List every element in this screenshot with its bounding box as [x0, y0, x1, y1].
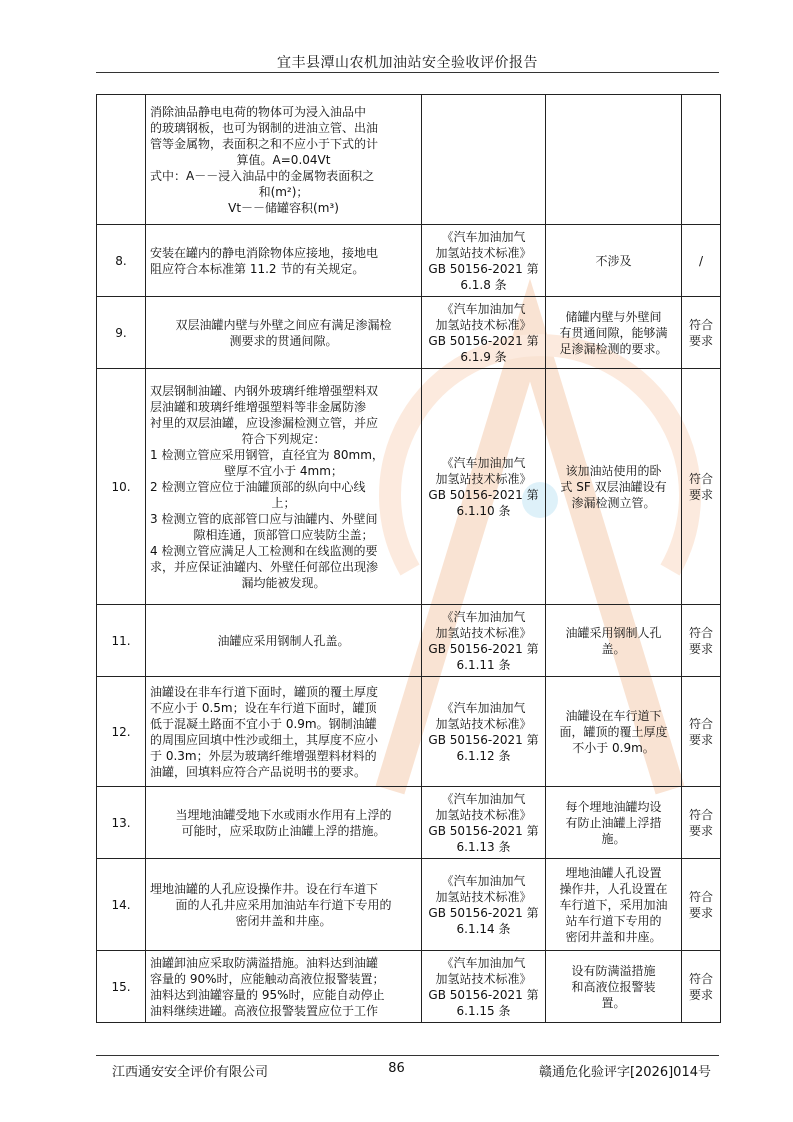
finding-cell	[546, 787, 682, 859]
basis-cell-line: 6.1.10 条	[456, 503, 511, 518]
requirement-line: 油料继续进罐。高液位报警装置应位于工作	[150, 1003, 379, 1018]
requirement-line: 2 检测立管应位于油罐顶部的纵向中心线	[150, 479, 366, 494]
finding-cell-line: 油罐采用钢制人孔	[565, 625, 662, 640]
finding-cell	[546, 369, 682, 605]
result-cell-line: 符合	[688, 807, 713, 822]
requirement-cell	[146, 859, 422, 951]
item-number: 9.	[97, 297, 146, 369]
requirement-cell	[146, 605, 422, 677]
finding-cell-line: 施。	[601, 831, 626, 846]
requirement-line: Vt－－储罐容积(m³)	[228, 200, 339, 215]
requirement-cell	[146, 951, 422, 1023]
requirement-line: 可能时，应采取防止油罐上浮的措施。	[181, 823, 386, 838]
table-row	[97, 225, 721, 297]
requirement-line: 测要求的贯通间隙。	[229, 333, 338, 348]
requirement-line: 安装在罐内的静电消除物体应接地，接地电	[150, 245, 379, 260]
requirement-line: 于 0.3m；外层为玻璃纤维增强塑料材料的	[150, 748, 377, 763]
basis-cell-line: GB 50156-2021 第	[428, 641, 539, 656]
finding-cell-line: 储罐内壁与外壁间	[565, 309, 662, 324]
result-cell-line: 符合	[688, 625, 713, 640]
result-cell-line: 要求	[688, 823, 713, 838]
basis-cell-line: 6.1.15 条	[456, 1003, 511, 1018]
basis-cell-line: 6.1.9 条	[460, 349, 507, 364]
table-row	[97, 787, 721, 859]
finding-cell-line: 埋地油罐人孔设置	[565, 865, 662, 880]
requirement-line: 双层钢制油罐、内钢外玻璃纤维增强塑料双	[150, 383, 379, 398]
basis-cell-line: 《汽车加油加气	[441, 229, 526, 244]
result-cell-line: 要求	[688, 487, 713, 502]
finding-cell	[546, 951, 682, 1023]
result-cell	[682, 225, 721, 297]
basis-cell	[422, 95, 546, 225]
basis-cell-line: 加氢站技术标准》	[435, 807, 532, 822]
result-cell-line: 符合	[688, 889, 713, 904]
basis-cell-line: 加氢站技术标准》	[435, 317, 532, 332]
requirement-line: 不应小于 0.5m；设在车行道下面时，罐顶	[150, 700, 377, 715]
requirement-line: 低于混凝土路面不宜小于 0.9m。钢制油罐	[150, 716, 377, 731]
basis-cell-line: 6.1.14 条	[456, 921, 511, 936]
finding-cell-line: 该加油站使用的卧	[565, 463, 662, 478]
basis-cell-line: 《汽车加油加气	[441, 455, 526, 470]
item-number	[97, 95, 146, 225]
result-cell	[682, 951, 721, 1023]
requirement-line: 油罐卸油应采取防满溢措施。油料达到油罐	[150, 955, 379, 970]
requirement-line: 双层油罐内壁与外壁之间应有满足渗漏检	[175, 317, 392, 332]
finding-cell	[546, 605, 682, 677]
basis-cell	[422, 225, 546, 297]
item-number: 10.	[97, 369, 146, 605]
finding-cell-line: 每个埋地油罐均设	[565, 799, 662, 814]
table-body	[97, 95, 721, 1023]
basis-cell-line: 《汽车加油加气	[441, 609, 526, 624]
requirement-line: 和(m²)；	[258, 184, 309, 199]
requirement-line: 式中：A－－浸入油品中的金属物表面积之	[150, 168, 375, 183]
finding-cell-line: 操作井，人孔设置在	[559, 881, 668, 896]
finding-cell	[546, 859, 682, 951]
result-cell-line: 要求	[688, 641, 713, 656]
result-cell	[682, 859, 721, 951]
requirement-line: 油料达到油罐容量的 95%时，应能自动停止	[150, 987, 385, 1002]
requirement-cell	[146, 297, 422, 369]
requirement-line: 容量的 90%时，应能触动高液位报警装置；	[150, 971, 385, 986]
requirement-line: 4 检测立管应满足人工检测和在线监测的要	[150, 543, 378, 558]
finding-cell	[546, 677, 682, 787]
footer-company: 江西通安安全评价有限公司	[112, 1065, 269, 1080]
finding-cell	[546, 225, 682, 297]
table-row	[97, 369, 721, 605]
requirement-line: 壁厚不宜小于 4mm；	[224, 463, 343, 478]
requirement-line: 阻应符合本标准第 11.2 节的有关规定。	[150, 261, 365, 276]
finding-cell-line: 和高液位报警装	[571, 979, 656, 994]
basis-cell-line: 6.1.12 条	[456, 748, 511, 763]
basis-cell-line: 6.1.8 条	[460, 277, 507, 292]
basis-cell-line: 加氢站技术标准》	[435, 971, 532, 986]
result-cell-line: 符合	[688, 971, 713, 986]
footer-rule	[96, 1055, 719, 1056]
finding-cell-line: 式 SF 双层油罐设有	[560, 479, 667, 494]
table-row	[97, 859, 721, 951]
finding-cell-line: 渗漏检测立管。	[571, 495, 656, 510]
result-cell	[682, 95, 721, 225]
header-rule	[96, 72, 719, 73]
basis-cell-line: GB 50156-2021 第	[428, 823, 539, 838]
result-cell-line: 要求	[688, 732, 713, 747]
item-number: 13.	[97, 787, 146, 859]
requirement-cell	[146, 95, 422, 225]
basis-cell-line: 6.1.13 条	[456, 839, 511, 854]
item-number: 8.	[97, 225, 146, 297]
finding-cell-line: 不涉及	[595, 253, 632, 268]
finding-cell-line: 置。	[601, 995, 626, 1010]
requirement-line: 油罐，回填料应符合产品说明书的要求。	[150, 764, 367, 779]
requirement-line: 漏均能被发现。	[241, 575, 326, 590]
requirement-line: 求，并应保证油罐内、外壁任何部位出现渗	[150, 559, 379, 574]
result-cell	[682, 297, 721, 369]
table-row	[97, 951, 721, 1023]
footer-doc-number: 赣通危化验评字[2026]014号	[538, 1065, 711, 1080]
basis-cell	[422, 951, 546, 1023]
requirement-cell	[146, 677, 422, 787]
table-row	[97, 297, 721, 369]
requirement-line: 符合下列规定：	[241, 431, 326, 446]
requirement-line: 的周围应回填中性沙或细土，其厚度不应小	[150, 732, 379, 747]
result-cell	[682, 369, 721, 605]
basis-cell-line: 加氢站技术标准》	[435, 245, 532, 260]
finding-cell-line: 密闭井盖和井座。	[565, 929, 662, 944]
result-cell	[682, 677, 721, 787]
item-number: 12.	[97, 677, 146, 787]
result-cell-line: 符合	[688, 471, 713, 486]
table-row	[97, 605, 721, 677]
finding-cell-line: 有防止油罐上浮措	[565, 815, 662, 830]
requirement-line: 消除油品静电电荷的物体可为浸入油品中	[150, 104, 367, 119]
finding-cell-line: 足渗漏检测的要求。	[559, 341, 668, 356]
basis-cell	[422, 677, 546, 787]
requirement-line: 油罐设在非车行道下面时，罐顶的覆土厚度	[150, 684, 379, 699]
result-cell-line: /	[698, 253, 704, 268]
requirement-cell	[146, 369, 422, 605]
finding-cell-line: 油罐设在车行道下	[565, 708, 662, 723]
requirement-line: 面的人孔井应采用加油站车行道下专用的	[175, 897, 392, 912]
requirement-cell	[146, 225, 422, 297]
requirement-line: 当埋地油罐受地下水或雨水作用有上浮的	[175, 807, 392, 822]
basis-cell-line: 加氢站技术标准》	[435, 889, 532, 904]
basis-cell-line: 《汽车加油加气	[441, 873, 526, 888]
requirement-cell	[146, 787, 422, 859]
finding-cell	[546, 95, 682, 225]
requirement-line: 管等金属物，表面积之和不应小于下式的计	[150, 136, 379, 151]
basis-cell-line: GB 50156-2021 第	[428, 987, 539, 1002]
basis-cell-line: 6.1.11 条	[456, 657, 511, 672]
item-number: 15.	[97, 951, 146, 1023]
finding-cell-line: 面，罐顶的覆土厚度	[559, 724, 668, 739]
basis-cell-line: 《汽车加油加气	[441, 955, 526, 970]
requirement-line: 算值。A=0.04Vt	[236, 152, 331, 167]
requirement-line: 1 检测立管应采用钢管，直径宜为 80mm，	[150, 447, 384, 462]
footer-page-number: 86	[388, 1061, 405, 1076]
basis-cell-line: 加氢站技术标准》	[435, 625, 532, 640]
basis-cell-line: 《汽车加油加气	[441, 791, 526, 806]
evaluation-table	[96, 94, 721, 1023]
requirement-line: 油罐应采用钢制人孔盖。	[217, 633, 350, 648]
table-row	[97, 677, 721, 787]
basis-cell	[422, 859, 546, 951]
result-cell	[682, 787, 721, 859]
item-number: 11.	[97, 605, 146, 677]
basis-cell-line: 加氢站技术标准》	[435, 716, 532, 731]
requirement-line: 密闭井盖和井座。	[235, 913, 332, 928]
basis-cell	[422, 297, 546, 369]
basis-cell-line: 《汽车加油加气	[441, 301, 526, 316]
result-cell-line: 要求	[688, 987, 713, 1002]
requirement-line: 隙相连通，顶部管口应装防尘盖；	[193, 527, 374, 542]
result-cell-line: 符合	[688, 716, 713, 731]
basis-cell	[422, 605, 546, 677]
basis-cell-line: GB 50156-2021 第	[428, 905, 539, 920]
basis-cell	[422, 787, 546, 859]
result-cell	[682, 605, 721, 677]
finding-cell-line: 盖。	[601, 641, 626, 656]
requirement-line: 埋地油罐的人孔应设操作井。设在行车道下	[150, 881, 379, 896]
basis-cell-line: 《汽车加油加气	[441, 700, 526, 715]
basis-cell-line: GB 50156-2021 第	[428, 732, 539, 747]
item-number: 14.	[97, 859, 146, 951]
requirement-line: 3 检测立管的底部管口应与油罐内、外壁间	[150, 511, 378, 526]
result-cell-line: 符合	[688, 317, 713, 332]
finding-cell	[546, 297, 682, 369]
finding-cell-line: 站车行道下专用的	[565, 913, 662, 928]
page-header-title: 宜丰县潭山农机加油站安全验收评价报告	[277, 55, 538, 71]
result-cell-line: 要求	[688, 333, 713, 348]
finding-cell-line: 不小于 0.9m。	[572, 740, 655, 755]
basis-cell-line: GB 50156-2021 第	[428, 333, 539, 348]
requirement-line: 层油罐和玻璃纤维增强塑料等非金属防渗	[150, 399, 367, 414]
finding-cell-line: 有贯通间隙，能够满	[559, 325, 668, 340]
basis-cell-line: 加氢站技术标准》	[435, 471, 532, 486]
finding-cell-line: 车行道下，采用加油	[559, 897, 668, 912]
requirement-line: 上；	[271, 495, 296, 510]
requirement-line: 衬里的双层油罐，应设渗漏检测立管，并应	[150, 415, 379, 430]
finding-cell-line: 设有防满溢措施	[571, 963, 656, 978]
basis-cell-line: GB 50156-2021 第	[428, 261, 539, 276]
table-row	[97, 95, 721, 225]
basis-cell	[422, 369, 546, 605]
requirement-line: 的玻璃钢板，也可为钢制的进油立管、出油	[150, 120, 379, 135]
result-cell-line: 要求	[688, 905, 713, 920]
basis-cell-line: GB 50156-2021 第	[428, 487, 539, 502]
